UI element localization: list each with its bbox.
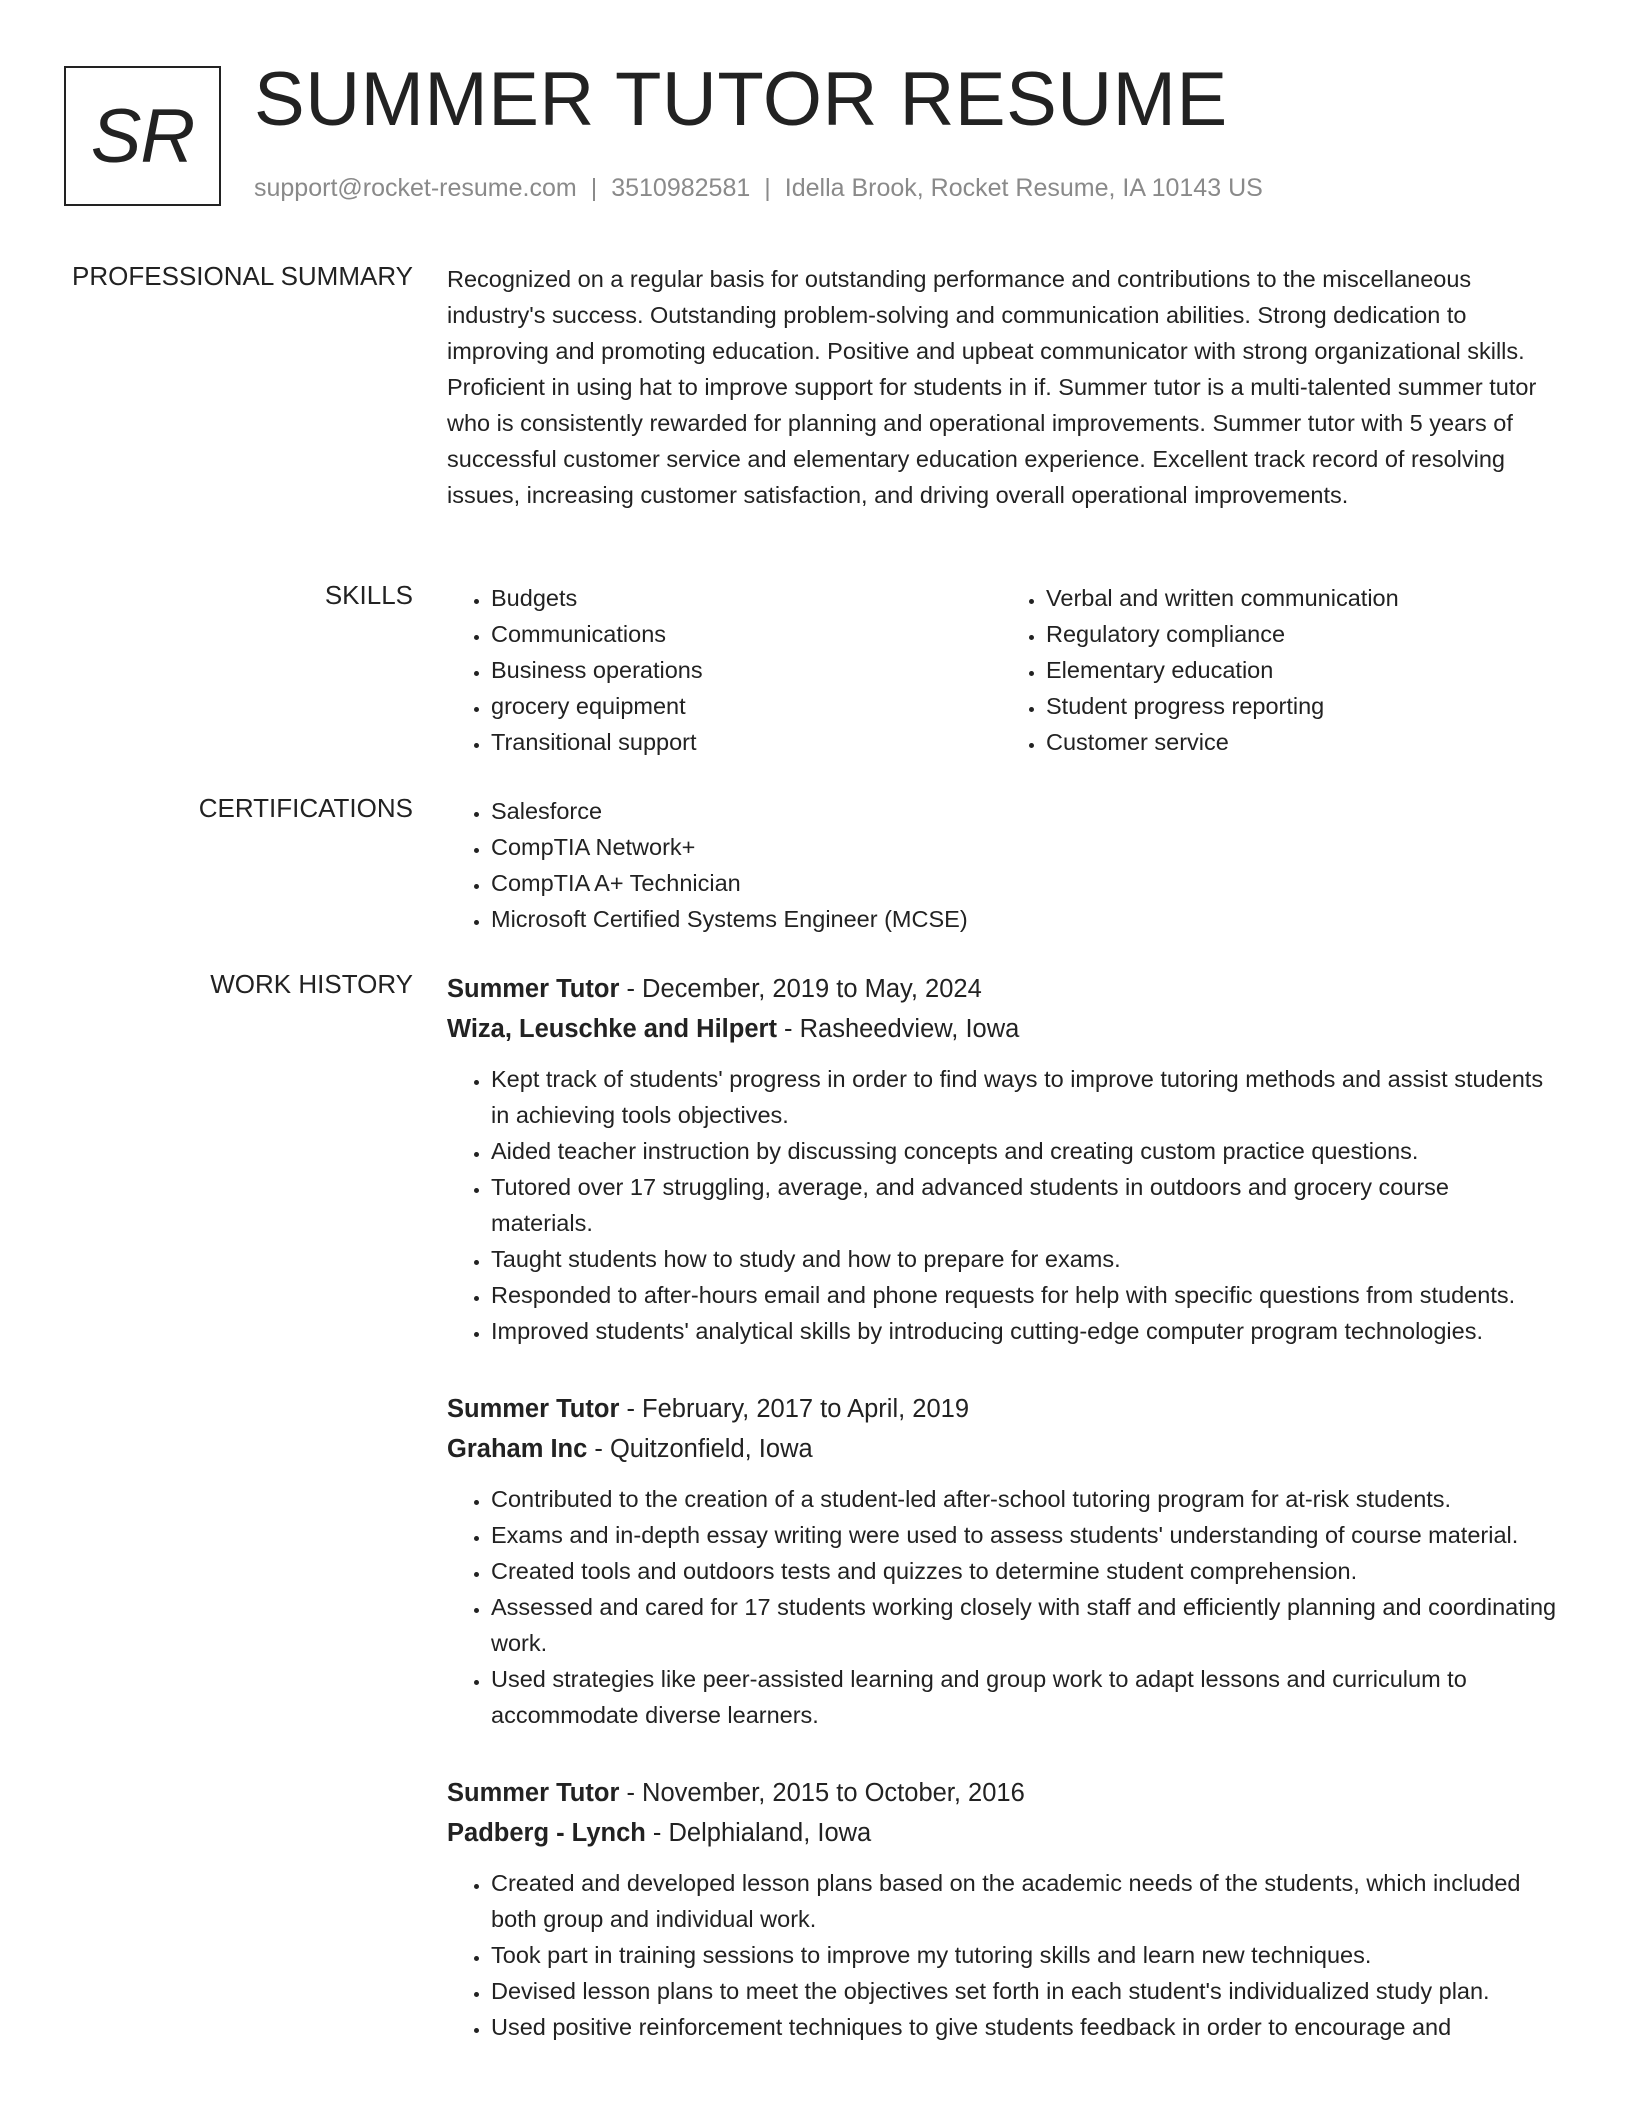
section-label-skills: SKILLS (324, 580, 413, 610)
job-location: - Rasheedview, Iowa (776, 1015, 1020, 1043)
contact-separator: | (590, 174, 598, 202)
section-label-work-history: WORK HISTORY (210, 969, 413, 999)
skills-list-right (1002, 580, 1557, 760)
job-title-line (447, 1389, 1557, 1429)
job-bullet: • Devised lesson plans to meet the objectives set forth in each student's individualized study plan. (491, 1973, 1557, 2009)
certification-item: • CompTIA A+ Technician (491, 865, 1557, 901)
job-title: Summer Tutor (447, 1395, 620, 1423)
job-dates: - November, 2015 to October, 2016 (619, 1779, 1025, 1807)
job-title-line (447, 1773, 1557, 1813)
contact-phone: 3510982581 (611, 174, 751, 202)
job-bullet: • Contributed to the creation of a student-led after-school tutoring program for at-risk students. (491, 1481, 1557, 1517)
skills-list-left (447, 580, 1002, 760)
job-company: Graham Inc (447, 1435, 588, 1463)
skill-item: • Student progress reporting (1046, 688, 1557, 724)
job-bullet: • Created tools and outdoors tests and quizzes to determine student comprehension. (491, 1553, 1557, 1589)
section-label-summary: PROFESSIONAL SUMMARY (72, 261, 413, 291)
job-bullets (447, 1865, 1557, 2045)
skill-item: • Regulatory compliance (1046, 616, 1557, 652)
job-company: Wiza, Leuschke and Hilpert (447, 1015, 777, 1043)
job-bullet: • Kept track of students' progress in order to find ways to improve tutoring methods and assist students in achieving tools objectives. (491, 1061, 1557, 1133)
skill-item: • Verbal and written communication (1046, 580, 1557, 616)
certification-item: • CompTIA Network+ (491, 829, 1557, 865)
certification-item: • Microsoft Certified Systems Engineer (MCSE) (491, 901, 1557, 937)
resume-title: SUMMER TUTOR RESUME (254, 57, 1228, 142)
job-title: Summer Tutor (447, 975, 620, 1003)
contact-address: Idella Brook, Rocket Resume, IA 10143 US (784, 174, 1263, 202)
certification-item: • Salesforce (491, 793, 1557, 829)
job-bullet: • Tutored over 17 struggling, average, and advanced students in outdoors and grocery course materials. (491, 1169, 1557, 1241)
skill-item: • Budgets (491, 580, 1002, 616)
skills-body (447, 580, 1557, 760)
work-history-body (447, 969, 1557, 2085)
job-company: Padberg - Lynch (447, 1819, 646, 1847)
certifications-list (447, 793, 1557, 937)
job-dates: - December, 2019 to May, 2024 (619, 975, 982, 1003)
job-entry (447, 969, 1557, 1349)
job-entry (447, 1389, 1557, 1733)
summary-text: Recognized on a regular basis for outstanding performance and contributions to the miscellaneous industry's success. Outstanding problem-solving and communication abilities. Strong dedication to improving and promoting education. Positive and upbeat communicator with strong organizational skills. Proficient in using hat to improve support for students in if. Summer tutor is a multi-talented summer tutor who is consistently rewarded for planning and operational improvements. Summer tutor with 5 years of successful customer service and elementary education experience. Excellent track record of resolving issues, increasing customer satisfaction, and driving overall operational improvements. (447, 266, 1537, 508)
job-bullets (447, 1481, 1557, 1733)
skill-item: • Communications (491, 616, 1002, 652)
section-label-certifications: CERTIFICATIONS (198, 793, 413, 823)
monogram-badge: SR (64, 66, 221, 206)
job-bullets (447, 1061, 1557, 1349)
skill-item: • Customer service (1046, 724, 1557, 760)
job-bullet: • Assessed and cared for 17 students working closely with staff and efficiently planning and coordinating work. (491, 1589, 1557, 1661)
job-company-line (447, 1813, 1557, 1853)
job-bullet: • Aided teacher instruction by discussing concepts and creating custom practice questions. (491, 1133, 1557, 1169)
contact-line (254, 174, 1263, 203)
job-bullet: • Took part in training sessions to improve my tutoring skills and learn new techniques. (491, 1937, 1557, 1973)
job-location: - Quitzonfield, Iowa (587, 1435, 813, 1463)
job-bullet: • Used positive reinforcement techniques to give students feedback in order to encourage and (491, 2009, 1557, 2045)
job-company-line (447, 1009, 1557, 1049)
job-bullet: • Responded to after-hours email and phone requests for help with specific questions from students. (491, 1277, 1557, 1313)
job-company-line (447, 1429, 1557, 1469)
skill-item: • Transitional support (491, 724, 1002, 760)
job-entry (447, 1773, 1557, 2045)
job-bullet: • Exams and in-depth essay writing were used to assess students' understanding of course material. (491, 1517, 1557, 1553)
certifications-body (447, 793, 1557, 937)
skill-item: • Business operations (491, 652, 1002, 688)
job-title-line (447, 969, 1557, 1009)
job-bullet: • Improved students' analytical skills by introducing cutting-edge computer program technologies. (491, 1313, 1557, 1349)
skill-item: • grocery equipment (491, 688, 1002, 724)
job-bullet: • Used strategies like peer-assisted learning and group work to adapt lessons and curriculum to accommodate diverse learners. (491, 1661, 1557, 1733)
job-bullet: • Created and developed lesson plans based on the academic needs of the students, which included both group and individual work. (491, 1865, 1557, 1937)
job-bullet: • Taught students how to study and how to prepare for exams. (491, 1241, 1557, 1277)
skill-item: • Elementary education (1046, 652, 1557, 688)
contact-separator: | (764, 174, 771, 202)
contact-email: support@rocket-resume.com (254, 174, 577, 202)
summary-body (447, 261, 1557, 513)
job-dates: - February, 2017 to April, 2019 (619, 1395, 970, 1423)
job-title: Summer Tutor (447, 1779, 620, 1807)
job-location: - Delphialand, Iowa (645, 1819, 872, 1847)
